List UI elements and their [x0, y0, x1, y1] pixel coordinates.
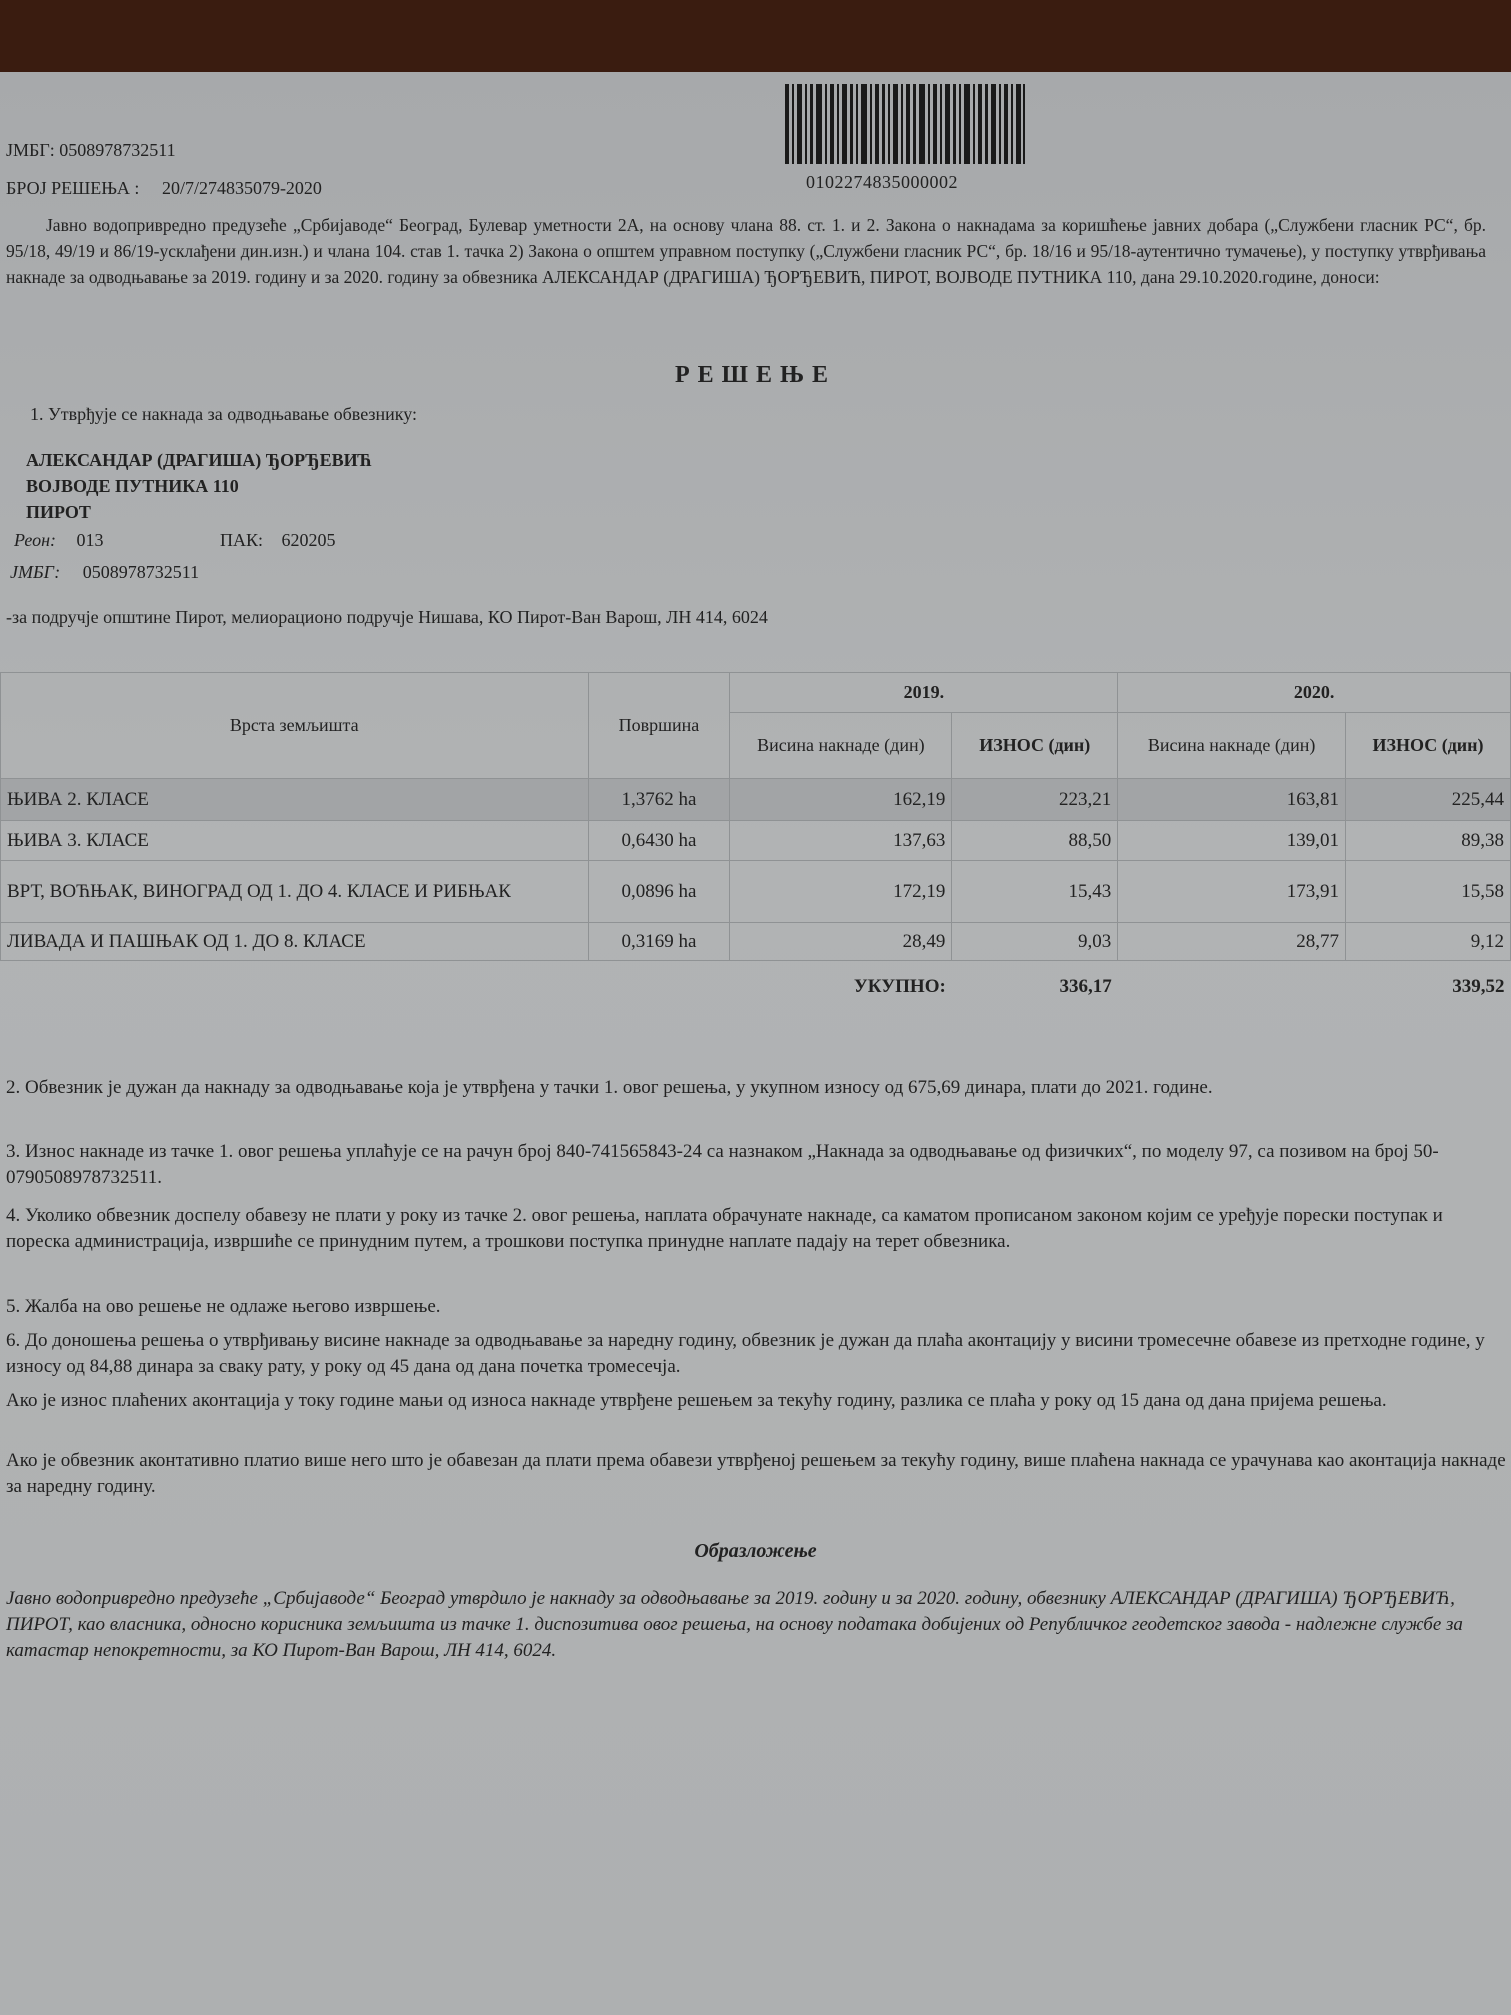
column-header-year-2020: 2020. [1118, 673, 1511, 713]
pak-label: ПАК: [220, 530, 264, 550]
column-header-land-type: Врста земљишта [1, 673, 589, 779]
header-jmbg-value: 0508978732511 [59, 140, 176, 160]
cell-amount-2019: 223,21 [952, 779, 1118, 821]
document-title: РЕШЕЊЕ [674, 362, 837, 388]
cell-area: 0,3169 ha [588, 923, 730, 961]
column-header-rate-2019: Висина накнаде (дин) [730, 713, 952, 779]
taxpayer-jmbg-value: 0508978732511 [82, 562, 200, 582]
cell-rate-2020: 139,01 [1118, 821, 1346, 861]
intro-paragraph: Јавно водопривредно предузеће „Србијаводе“ Београд, Булевар уметности 2А, на основу члана 88. ст. 1. и 2. Закона о накнадама за коришћење јавних добара („Службени гласник РС“, бр. 95/18, 49/19 и 86/19-усклађени дин.изн.) и члана 104. став 1. тачка 2) Закона о општем управном поступку („Службени гласник РС“, бр. 18/16 и 95/18-аутентично тумачење), у поступку утврђивања накнаде за одводњавање за 2019. годину и за 2020. годину за обвезника АЛЕКСАНДАР (ДРАГИША) ЂОРЂЕВИЋ, ПИРОТ, ВОЈВОДЕ ПУТНИКА 110, дана 29.10.2020.године, доноси: [6, 215, 1486, 287]
total-label: УКУПНО: [853, 975, 946, 997]
area-description: -за подручје општине Пирот, мелиорационо подручје Нишава, КО Пирот-Ван Варош, ЛН 414, 6024 [6, 607, 768, 627]
column-header-year-2019: 2019. [730, 673, 1118, 713]
taxpayer-street: ВОЈВОДЕ ПУТНИКА 110 [26, 476, 239, 496]
fees-table [0, 672, 1511, 1013]
header-jmbg-label: ЈМБГ: [6, 140, 55, 160]
header-decision-number [6, 178, 322, 199]
column-header-amount-2020: ИЗНОС (дин) [1346, 713, 1511, 779]
table-total-row [1, 961, 1511, 1013]
cell-amount-2019: 9,03 [952, 923, 1118, 961]
cell-rate-2019: 172,19 [730, 861, 952, 923]
decision-number-label: БРОЈ РЕШЕЊА : [6, 178, 140, 198]
table-row [1, 923, 1511, 961]
cell-area: 0,0896 ha [588, 861, 730, 923]
table-row [1, 779, 1511, 821]
cell-land-type: ВРТ, ВОЋЊАК, ВИНОГРАД ОД 1. ДО 4. КЛАСЕ И РИБЊАК [1, 861, 589, 923]
taxpayer-jmbg-label: ЈМБГ: [10, 562, 61, 582]
region-value: 013 [76, 530, 104, 550]
cell-amount-2020: 9,12 [1346, 923, 1511, 961]
point-5-text: 5. Жалба на ово решење не одлаже његово извршење. [6, 1296, 441, 1317]
region-field [14, 530, 104, 551]
point-1-text: 1. Утврђује се накнада за одводњавање обвезнику: [30, 404, 418, 424]
point-2-text: 2. Обвезник је дужан да накнаду за одводњавање која је утврђена у тачки 1. овог решења, у укупном износу од 675,69 динара, плати до 2021. године. [6, 1077, 1213, 1098]
column-header-amount-2019: ИЗНОС (дин) [952, 713, 1118, 779]
point-6-text: 6. До доношења решења о утврђивању висине накнаде за одводњавање за наредну годину, обвезник је дужан да плаћа аконтацију у висини тромесечне обавезе из претходне године, у износу од 84,88 динара за сваку рату, у року од 45 дана од дана почетка тромесечја. [6, 1330, 1485, 1377]
cell-amount-2020: 225,44 [1346, 779, 1511, 821]
column-header-area: Површина [588, 673, 730, 779]
total-2019: 336,17 [1059, 975, 1112, 997]
cell-amount-2019: 15,43 [952, 861, 1118, 923]
pak-field [220, 530, 336, 551]
cell-amount-2020: 89,38 [1346, 821, 1511, 861]
barcode-number: 0102274835000002 [806, 172, 958, 192]
cell-area: 1,3762 ha [588, 779, 730, 821]
explanation-title: Образложење [694, 1540, 817, 1562]
cell-amount-2019: 88,50 [952, 821, 1118, 861]
cell-rate-2019: 28,49 [730, 923, 952, 961]
column-header-rate-2020: Висина накнаде (дин) [1118, 713, 1346, 779]
header-jmbg [6, 140, 176, 161]
point-6-overpayment-text: Ако је обвезник аконтативно платио више него што је обавезан да плати према обавези утврђеној решењем за текућу годину, више плаћена накнада се урачунава као аконтација накнаде за наредну годину. [6, 1450, 1506, 1497]
table-row [1, 861, 1511, 923]
document-page [0, 72, 1511, 2015]
cell-land-type: ЊИВА 3. КЛАСЕ [1, 821, 589, 861]
taxpayer-name: АЛЕКСАНДАР (ДРАГИША) ЂОРЂЕВИЋ [26, 450, 372, 470]
cell-rate-2019: 162,19 [730, 779, 952, 821]
cell-rate-2020: 163,81 [1118, 779, 1346, 821]
cell-rate-2020: 28,77 [1118, 923, 1346, 961]
cell-land-type: ЊИВА 2. КЛАСЕ [1, 779, 589, 821]
table-row [1, 821, 1511, 861]
region-label: Реон: [14, 530, 57, 550]
explanation-text: Јавно водопривредно предузеће „Србијаводе“ Београд утврдило је накнаду за одводњавање за 2019. годину и за 2020. годину, обвезнику АЛЕКСАНДАР (ДРАГИША) ЂОРЂЕВИЋ, ПИРОТ, као власника, односно корисника земљишта из тачке 1. диспозитива овог решења, на основу података добијених од Републичког геодетског завода - надлежне службе за катастар непокретности, за КО Пирот-Ван Варош, ЛН 414, 6024. [6, 1588, 1463, 1661]
point-6-difference-text: Ако је износ плаћених аконтација у току године мањи од износа накнаде утврђене решењем за текућу годину, разлика се плаћа у року од 15 дана од дана пријема решења. [6, 1390, 1387, 1411]
point-3-text: 3. Износ накнаде из тачке 1. овог решења уплаћује се на рачун број 840-741565843-24 са назнаком „Накнада за одводњавање од физичких“, по моделу 97, са позивом на број 50-0790508978732511. [6, 1141, 1439, 1188]
cell-rate-2020: 173,91 [1118, 861, 1346, 923]
taxpayer-jmbg-field [10, 562, 199, 583]
point-4-text: 4. Уколико обвезник доспелу обавезу не плати у року из тачке 2. овог решења, наплата обрачунате накнаде, са каматом прописаном законом којим се уређује порески поступак и пореска администрација, извршиће се принудним путем, а трошкови поступка принудне наплате падају на терет обвезника. [6, 1205, 1443, 1252]
cell-amount-2020: 15,58 [1346, 861, 1511, 923]
total-2020: 339,52 [1452, 975, 1505, 997]
barcode [785, 84, 1025, 164]
cell-land-type: ЛИВАДА И ПАШЊАК ОД 1. ДО 8. КЛАСЕ [1, 923, 589, 961]
taxpayer-city: ПИРОТ [26, 502, 91, 522]
pak-value: 620205 [281, 530, 336, 550]
cell-area: 0,6430 ha [588, 821, 730, 861]
cell-rate-2019: 137,63 [730, 821, 952, 861]
decision-number-value: 20/7/274835079-2020 [161, 178, 322, 198]
